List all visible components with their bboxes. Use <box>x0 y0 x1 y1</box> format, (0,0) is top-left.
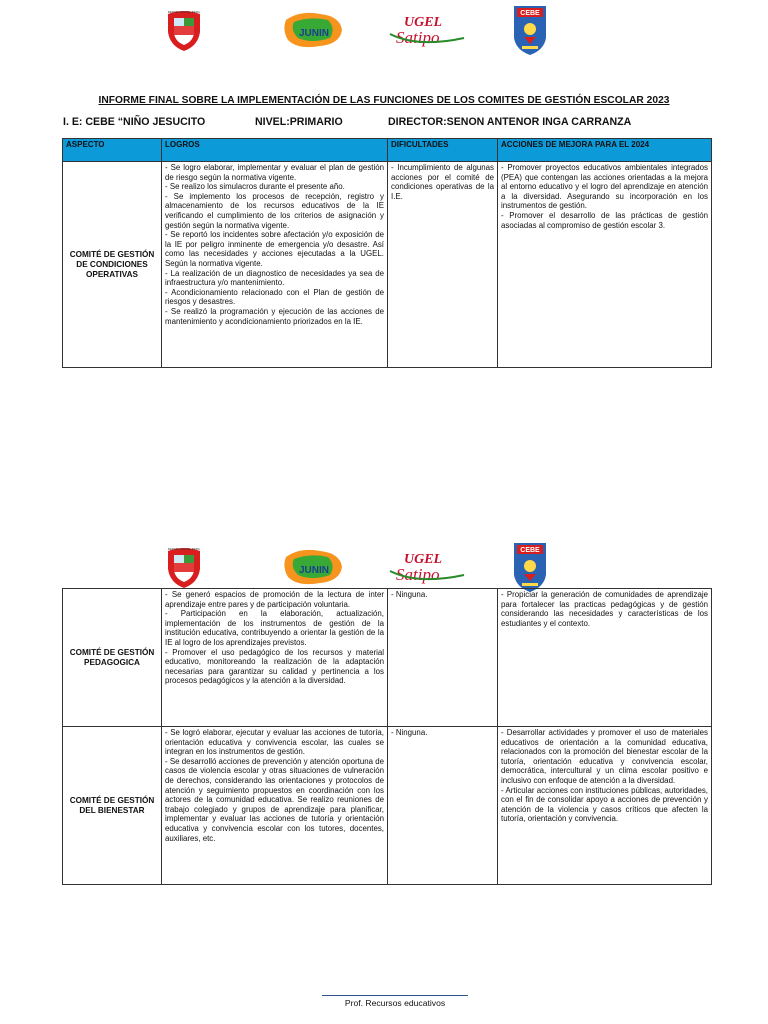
list-item: - Desarrollar actividades y promover el uso de materiales educativos de orientación a la comunidad educativa, relacionados con la promoción del bienestar escolar de la tutoría, orientación educativa y convivencia escolar, democrática, intercultural y un clima escolar positivo e inclusivo con enfoque de atención a la diversidad. <box>501 728 708 785</box>
peru-logo-label: REPUBLICA DEL PERU <box>167 547 201 551</box>
committee-table-first <box>62 138 712 368</box>
list-item: - Ninguna. <box>391 728 428 737</box>
header-logros: LOGROS <box>162 139 388 162</box>
ugel-satipo-logo <box>388 549 472 585</box>
list-item: - Se logró elaborar, ejecutar y evaluar las acciones de tutoría, orientación educativa y convivencia escolar, las cuales se integran en los instrumentos de gestión. <box>165 728 384 757</box>
acciones-cell <box>498 589 712 727</box>
logo-row-top <box>160 8 560 64</box>
list-item: - Acondicionamiento relacionado con el Plan de gestión de riesgos y desastres. <box>165 287 384 307</box>
list-item: - Se realizó la programación y ejecución de las acciones de mantenimiento y acondicionamiento priorizados en la IE. <box>165 306 384 326</box>
committee-table-second <box>62 588 712 885</box>
ugel-logo-top: UGEL <box>404 552 443 567</box>
aspect-cell: COMITÉ DE GESTIÓN PEDAGOGICA <box>63 589 162 727</box>
header-acciones: ACCIONES DE MEJORA PARA EL 2024 <box>498 139 712 162</box>
table-header-row <box>63 139 712 162</box>
cebe-logo-label: CEBE <box>520 10 540 17</box>
list-item: - Articular acciones con instituciones públicas, autoridades, con el fin de consolidar apoyo a acciones de prevención y atención de la violencia y casos críticos que afecten la tutoría, orientación y convivencia. <box>501 785 708 824</box>
peru-coat-of-arms-logo <box>164 545 204 589</box>
level-label: NIVEL:PRIMARIO <box>255 116 343 128</box>
junin-logo <box>280 10 346 50</box>
ugel-logo-top: UGEL <box>404 15 443 30</box>
junin-logo-label: JUNIN <box>298 565 330 576</box>
peru-logo-label: REPUBLICA DEL PERU <box>167 10 201 14</box>
table-row <box>63 727 712 885</box>
aspect-cell: COMITÉ DE GESTIÓN DEL BIENESTAR <box>63 727 162 885</box>
list-item: - Propiciar la generación de comunidades de aprendizaje para fortalecer las practicas pedagógicas y de gestión considerando las necesidades y características de los estudiantes y el contexto. <box>501 590 708 628</box>
list-item: - Se reportó los incidentes sobre afectación y/o exposición de la IE por peligro inminente de emergencia y/o desastre. Así como las necesidades y acciones ejecutadas a la UGEL. Según la normativa vigente. <box>165 230 384 268</box>
cebe-school-shield-logo <box>512 4 548 56</box>
header-dificultades: DIFICULTADES <box>388 139 498 162</box>
list-item: - Se implemento los procesos de recepción, registro y almacenamiento de los recursos educativos de la IE verificando el cumplimiento de los criterios de asignación y gestión según la normativa vigente. <box>165 191 384 230</box>
junin-logo <box>280 547 346 587</box>
list-item: - Se desarrolló acciones de prevención y atención oportuna de casos de violencia escolar y otras situaciones de vulneración de derechos, considerando las orientaciones y protocolos de atención y seguimiento propuestos en coordinación con los actores de la comunidad educativa. Se realizo reuniones de trabajo colegiado y grupos de aprendizaje para planificar, implementar y evaluar las acciones de tutoría y orientación educativa y convivencia escolar con los tutores, docentes, auxiliares, etc. <box>165 756 384 843</box>
acciones-cell <box>498 162 712 368</box>
list-item: - Ninguna. <box>391 590 428 599</box>
list-item: - Incumplimiento de algunas acciones por el comité de condiciones operativas de la I.E. <box>391 163 494 201</box>
cebe-school-shield-logo <box>512 541 548 593</box>
logros-cell <box>162 162 388 368</box>
table-row <box>63 589 712 727</box>
logros-cell <box>162 727 388 885</box>
ugel-logo-bottom: Satipo <box>396 28 440 47</box>
document-title: INFORME FINAL SOBRE LA IMPLEMENTACIÓN DE LAS FUNCIONES DE LOS COMITES DE GESTIÓN ESCOLAR 2023 <box>98 95 670 106</box>
cebe-logo-label: CEBE <box>520 547 540 554</box>
list-item: - La realización de un diagnostico de necesidades ya sea de infraestructura y/o mantenimiento. <box>165 268 384 288</box>
peru-coat-of-arms-logo <box>164 8 204 52</box>
list-item: - Promover proyectos educativos ambientales integrados (PEA) que contengan las acciones orientadas a la mejora al entorno educativo y el logro del aprendizaje en atención a la diversidad. Asegurando su incorporación en los instrumentos de gestión. <box>501 163 708 211</box>
junin-logo-label: JUNIN <box>298 28 330 39</box>
list-item: - Se realizo los simulacros durante el presente año. <box>165 182 345 192</box>
dificultades-cell <box>388 162 498 368</box>
list-item: - Se logro elaborar, implementar y evaluar el plan de gestión de riesgo según la normativa vigente. <box>165 163 384 182</box>
ugel-logo-bottom: Satipo <box>396 565 440 584</box>
list-item: - Promover el uso pedagógico de los recursos y material educativo, monitoreando la realización de la adaptación necesarias para garantizar su calidad y pertinencia a los procesos pedagógicos y la atención a la diversidad. <box>165 647 384 686</box>
table-row <box>63 162 712 368</box>
aspect-cell: COMITÉ DE GESTIÓN DE CONDICIONES OPERATIVAS <box>63 162 162 368</box>
logros-cell <box>162 589 388 727</box>
ugel-satipo-logo <box>388 12 472 48</box>
acciones-cell <box>498 727 712 885</box>
institution-name: I. E: CEBE “NIÑO JESUCITO <box>63 116 206 128</box>
dificultades-cell <box>388 589 498 727</box>
header-aspecto: ASPECTO <box>63 139 162 162</box>
list-item: - Participación en la elaboración, actualización, implementación de los instrumentos de gestión de la institución educativa, contribuyendo a orientar la gestión de la IE al logro de los aprendizajes previstos. <box>165 609 384 647</box>
dificultades-cell <box>388 727 498 885</box>
director-label: DIRECTOR:SENON ANTENOR INGA CARRANZA <box>388 116 632 128</box>
footer-credit: Prof. Recursos educativos <box>322 995 468 1008</box>
list-item: - Promover el desarrollo de las prácticas de gestión asociadas al compromiso de gestión escolar 3. <box>501 210 708 230</box>
list-item: - Se generó espacios de promoción de la lectura de inter aprendizaje entre pares y de participación voluntaria. <box>165 590 384 609</box>
